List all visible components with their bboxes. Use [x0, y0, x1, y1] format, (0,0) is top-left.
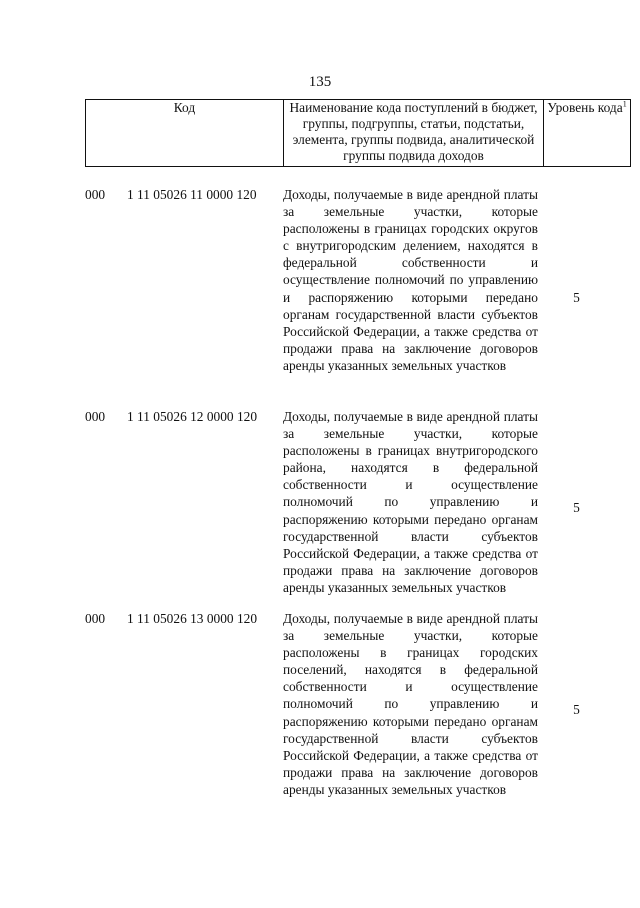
header-level-cell [544, 100, 631, 167]
row-prefix: 000 [85, 409, 106, 424]
row-prefix: 000 [85, 611, 106, 626]
row-description: Доходы, получаемые в виде арендной платы за земельные участки, которые расположены в границах городских поселений, находятся в федеральной собственности и осуществление полномочий по управлению и распоряжению которыми передано органам государственной власти субъектов Российской Федерации, а также средства от продажи права на заключение договоров аренды указанных земельных участков [283, 611, 538, 797]
table-row [85, 186, 615, 408]
row-code: 1 11 05026 13 0000 120 [127, 611, 258, 626]
header-level: Уровень кода [547, 100, 623, 115]
page-number: 135 [308, 74, 332, 90]
table-row [85, 408, 615, 613]
row-level: 5 [573, 702, 580, 717]
row-code: 1 11 05026 12 0000 120 [127, 409, 258, 424]
header-code: Код [86, 100, 284, 167]
table-header [85, 99, 631, 167]
row-description: Доходы, получаемые в виде арендной платы за земельные участки, которые расположены в границах внутригородского района, находятся в федеральной собственности и осуществление полномочий по управлению и распоряжению которыми передано органам государственной власти субъектов Российской Федерации, а также средства от продажи права на заключение договоров аренды указанных земельных участков [283, 409, 538, 595]
row-level: 5 [573, 290, 580, 305]
row-level: 5 [573, 500, 580, 515]
header-level-footnote: 1 [622, 99, 627, 109]
row-code: 1 11 05026 11 0000 120 [127, 187, 257, 202]
table-row [85, 610, 615, 832]
row-prefix: 000 [85, 187, 106, 202]
row-description: Доходы, получаемые в виде арендной платы за земельные участки, которые расположены в границах городских округов с внутригородским делением, находятся в федеральной собственности и осуществление полномочий по управлению и распоряжению которыми передано органам государственной власти субъектов Российской Федерации, а также средства от продажи права на заключение договоров аренды указанных земельных участков [283, 187, 538, 373]
header-name: Наименование кода поступлений в бюджет, группы, подгруппы, статьи, подстатьи, элемента, группы подвида, аналитической группы подвида доходов [284, 100, 544, 167]
